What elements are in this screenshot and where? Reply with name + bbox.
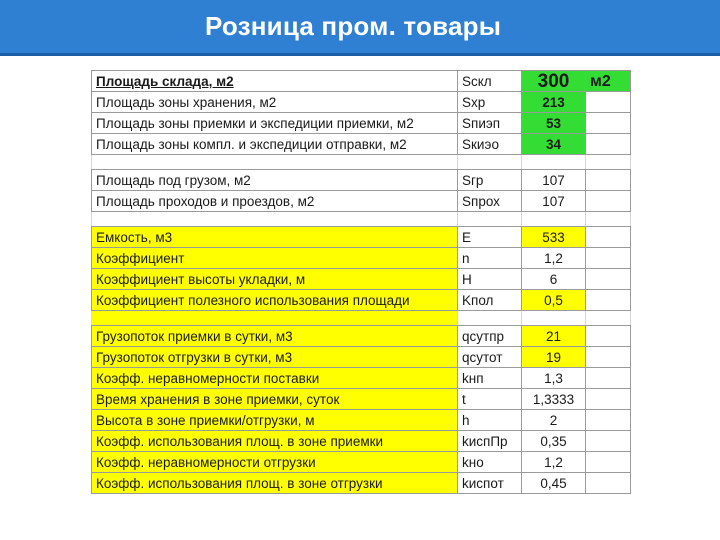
title-banner: [0, 0, 720, 56]
row-symbol: kнп: [458, 368, 522, 389]
row-symbol: Kпол: [458, 290, 522, 311]
row-symbol: qсутот: [458, 347, 522, 368]
table-row: [92, 113, 631, 134]
row-label: Коэффициент полезного использования площади: [92, 290, 458, 311]
row-symbol: E: [458, 227, 522, 248]
row-value: 213: [522, 92, 586, 113]
table-row: [92, 326, 631, 347]
row-value: 1,3: [522, 368, 586, 389]
row-unit-empty: [586, 368, 631, 389]
row-unit-empty: [586, 227, 631, 248]
row-label: Коэфф. использования площ. в зоне приемки: [92, 431, 458, 452]
table-row: [92, 473, 631, 494]
row-value: 0,45: [522, 473, 586, 494]
row-value: 6: [522, 269, 586, 290]
row-symbol: kно: [458, 452, 522, 473]
table-row: [92, 452, 631, 473]
row-symbol: Sпиэп: [458, 113, 522, 134]
row-symbol: Sпрох: [458, 191, 522, 212]
row-label: Грузопоток приемки в сутки, м3: [92, 326, 458, 347]
spacer-row: [92, 212, 631, 227]
row-unit-empty: [586, 191, 631, 212]
slide-title: Розница пром. товары: [205, 11, 502, 41]
row-value: 1,2: [522, 452, 586, 473]
row-symbol: Sгр: [458, 170, 522, 191]
row-label: Площадь под грузом, м2: [92, 170, 458, 191]
row-value: 533: [522, 227, 586, 248]
row-unit-empty: [586, 290, 631, 311]
row-symbol: n: [458, 248, 522, 269]
row-unit-empty: [586, 431, 631, 452]
row-label: Емкость, м3: [92, 227, 458, 248]
table-row: [92, 134, 631, 155]
table-row: [92, 227, 631, 248]
table-row: [92, 92, 631, 113]
row-unit-empty: [586, 326, 631, 347]
row-label: Коэффициент: [92, 248, 458, 269]
row-unit-empty: [586, 347, 631, 368]
row-unit: м2: [586, 71, 631, 92]
row-label: Коэфф. использования площ. в зоне отгрузки: [92, 473, 458, 494]
row-value: 107: [522, 170, 586, 191]
row-value: 1,3333: [522, 389, 586, 410]
row-value: 34: [522, 134, 586, 155]
row-label: Площадь склада, м2: [92, 71, 458, 92]
row-label: Площадь проходов и проездов, м2: [92, 191, 458, 212]
row-symbol: kиспПр: [458, 431, 522, 452]
row-value: 21: [522, 326, 586, 347]
row-unit-empty: [586, 134, 631, 155]
spacer-row: [92, 311, 631, 326]
row-symbol: t: [458, 389, 522, 410]
row-unit-empty: [586, 113, 631, 134]
row-value: 107: [522, 191, 586, 212]
row-value: 53: [522, 113, 586, 134]
table-row: [92, 347, 631, 368]
row-unit-empty: [586, 269, 631, 290]
row-symbol: qсутпр: [458, 326, 522, 347]
row-symbol: Sскл: [458, 71, 522, 92]
table-row: [92, 269, 631, 290]
table-row: [92, 170, 631, 191]
spacer-row: [92, 155, 631, 170]
row-unit-empty: [586, 248, 631, 269]
table-row: [92, 368, 631, 389]
row-unit-empty: [586, 170, 631, 191]
row-value: 0,35: [522, 431, 586, 452]
row-label: Грузопоток отгрузки в сутки, м3: [92, 347, 458, 368]
row-value: 2: [522, 410, 586, 431]
row-label: Время хранения в зоне приемки, суток: [92, 389, 458, 410]
row-label: Коэффициент высоты укладки, м: [92, 269, 458, 290]
row-value: 0,5: [522, 290, 586, 311]
row-symbol: H: [458, 269, 522, 290]
row-label: Площадь зоны хранения, м2: [92, 92, 458, 113]
row-unit-empty: [586, 452, 631, 473]
row-label: Коэфф. неравномерности отгрузки: [92, 452, 458, 473]
table-row: [92, 191, 631, 212]
table-row: [92, 389, 631, 410]
row-symbol: Sкиэо: [458, 134, 522, 155]
row-unit-empty: [586, 92, 631, 113]
row-label: Высота в зоне приемки/отгрузки, м: [92, 410, 458, 431]
row-symbol: h: [458, 410, 522, 431]
row-unit-empty: [586, 410, 631, 431]
row-label: Площадь зоны компл. и экспедиции отправки, м2: [92, 134, 458, 155]
row-value: 1,2: [522, 248, 586, 269]
row-symbol: kиспот: [458, 473, 522, 494]
row-unit-empty: [586, 473, 631, 494]
table-row: [92, 431, 631, 452]
row-value: 300: [522, 71, 586, 92]
row-label: Площадь зоны приемки и экспедиции приемки, м2: [92, 113, 458, 134]
table-row: [92, 410, 631, 431]
table-row: [92, 248, 631, 269]
row-value: 19: [522, 347, 586, 368]
row-label: Коэфф. неравномерности поставки: [92, 368, 458, 389]
warehouse-parameters-table: [91, 70, 631, 494]
table-row: [92, 71, 631, 92]
table-row: [92, 290, 631, 311]
row-unit-empty: [586, 389, 631, 410]
row-symbol: Sхр: [458, 92, 522, 113]
